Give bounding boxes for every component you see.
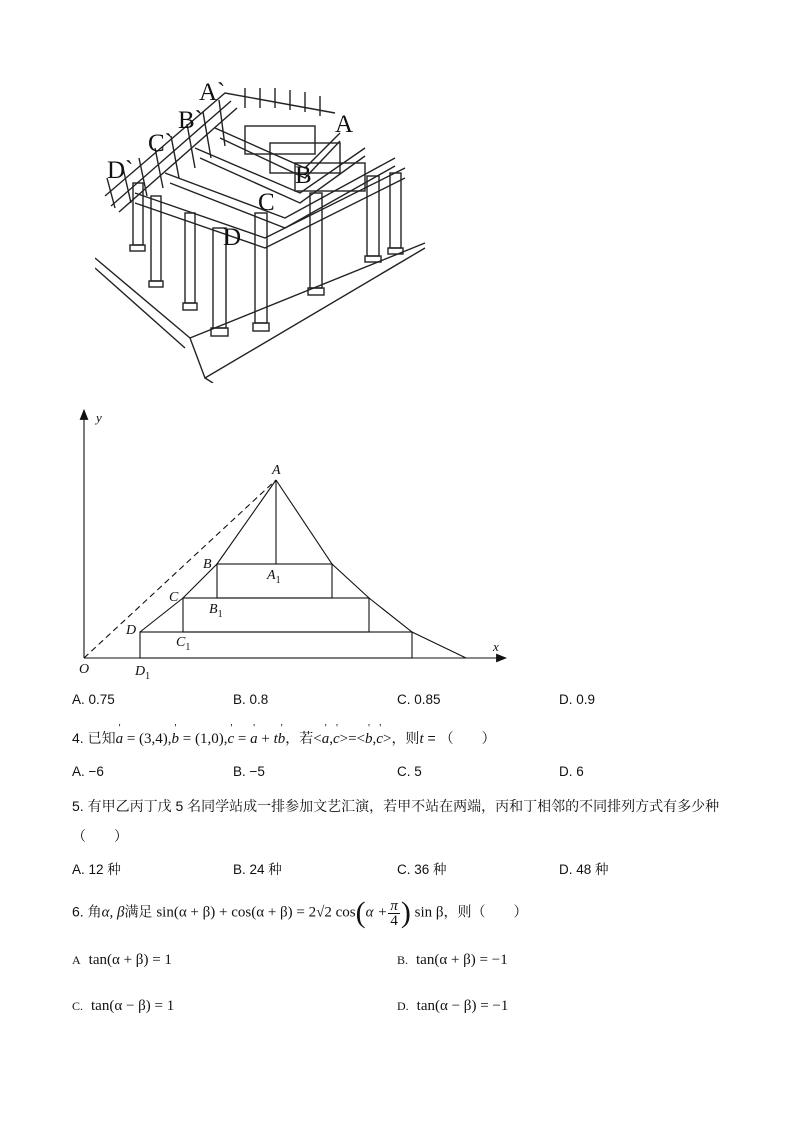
- q4-choice-b[interactable]: B. −5: [233, 764, 265, 779]
- building-illustration: [95, 78, 435, 383]
- q6-choice-b[interactable]: B. tan(α + β) = −1: [397, 952, 508, 968]
- q4-vec-c: ' c: [227, 731, 234, 748]
- q4-prefix: 已知: [87, 730, 116, 746]
- sketch-label-d: D: [223, 224, 242, 251]
- q4-vec-b: ' b: [172, 731, 180, 748]
- q5-choice-a[interactable]: A. 12 种: [72, 862, 121, 877]
- dashed-line-oa: [84, 480, 276, 658]
- q4-vec-a-value: = (3,4),: [123, 731, 172, 747]
- sketch-label-a-prime: A`: [199, 79, 226, 106]
- origin-label: O: [79, 662, 90, 677]
- q5-choice-d[interactable]: D. 48 种: [559, 862, 609, 877]
- q6-number: 6.: [72, 903, 84, 920]
- point-label-c1: $C_1$: [176, 635, 191, 653]
- roof-left-edge: [140, 480, 276, 632]
- q6-choice-d[interactable]: D. tan(α − β) = −1: [397, 998, 509, 1014]
- roof-right-edge: [276, 480, 466, 658]
- point-label-a1: $A_1$: [267, 568, 281, 586]
- q4-vec-b-value: = (1,0),: [179, 731, 228, 747]
- q4-choice-d[interactable]: D. 6: [559, 764, 584, 779]
- q4-number: 4.: [72, 730, 84, 746]
- q6-equation-lhs: sin(α + β) + cos(α + β) = 2: [156, 904, 317, 921]
- sketch-label-c: C: [258, 189, 275, 216]
- point-label-d1: $D_1$: [135, 664, 151, 682]
- q6-vars: α, β: [101, 904, 125, 921]
- q6-fraction-pi-over-4: $\frac{\pi}{4}$: [390, 897, 398, 929]
- q6-choice-a[interactable]: A tan(α + β) = 1: [72, 952, 172, 968]
- point-label-a: A: [272, 463, 281, 478]
- q3-choice-b[interactable]: B. 0.8: [233, 692, 269, 707]
- point-label-b1: $B_1$: [209, 602, 223, 620]
- q4-answer-blank: = （ ）: [423, 730, 496, 746]
- q3-choice-c[interactable]: C. 0.85: [397, 692, 441, 707]
- x-axis-label: x: [493, 639, 499, 654]
- q4-stem: 4. 已知' a = (3,4),' b = (1,0),' c = ' a + t' b，若<' a,' c>=<' b,' c>，则t = （ ）: [72, 728, 496, 748]
- q3-choice-a[interactable]: A. 0.75: [72, 692, 115, 707]
- q5-choice-c[interactable]: C. 36 种: [397, 862, 447, 877]
- point-label-d: D: [126, 623, 137, 638]
- q5-stem: 5. 有甲乙丙丁戊 5 名同学站成一排参加文艺汇演，若甲不站在两端，丙和丁相邻的不同排列方式有多少种: [72, 798, 720, 814]
- q4-choice-c[interactable]: C. 5: [397, 764, 422, 779]
- y-axis-label: y: [96, 410, 102, 425]
- q5-choice-b[interactable]: B. 24 种: [233, 862, 282, 877]
- sketch-label-b-prime: B`: [178, 107, 203, 134]
- q4-choice-a[interactable]: A. −6: [72, 764, 104, 779]
- q6-choice-c[interactable]: C. tan(α − β) = 1: [72, 998, 175, 1014]
- q3-choice-d[interactable]: D. 0.9: [559, 692, 596, 707]
- sketch-label-a: A: [335, 111, 354, 138]
- roof-profile-diagram: [68, 405, 518, 685]
- sketch-label-b: B: [295, 162, 312, 189]
- roof-profile-svg: [68, 405, 518, 685]
- point-label-b: B: [203, 557, 212, 572]
- q5-answer-blank: （ ）: [72, 828, 128, 844]
- q6-answer-blank: ，则（ ）: [443, 903, 528, 920]
- sketch-label-c-prime: C`: [148, 130, 173, 157]
- point-label-c: C: [169, 590, 179, 605]
- sketch-label-d-prime: D`: [107, 157, 134, 184]
- building-sketch-svg: [95, 78, 435, 383]
- q4-vec-a: ' a: [116, 731, 124, 748]
- q6-stem: 6. 角α, β满足 sin(α + β) + cos(α + β) = 2√2 cos(α + $\frac{\pi}{4}$ ) sin β，则（ ）: [72, 896, 528, 929]
